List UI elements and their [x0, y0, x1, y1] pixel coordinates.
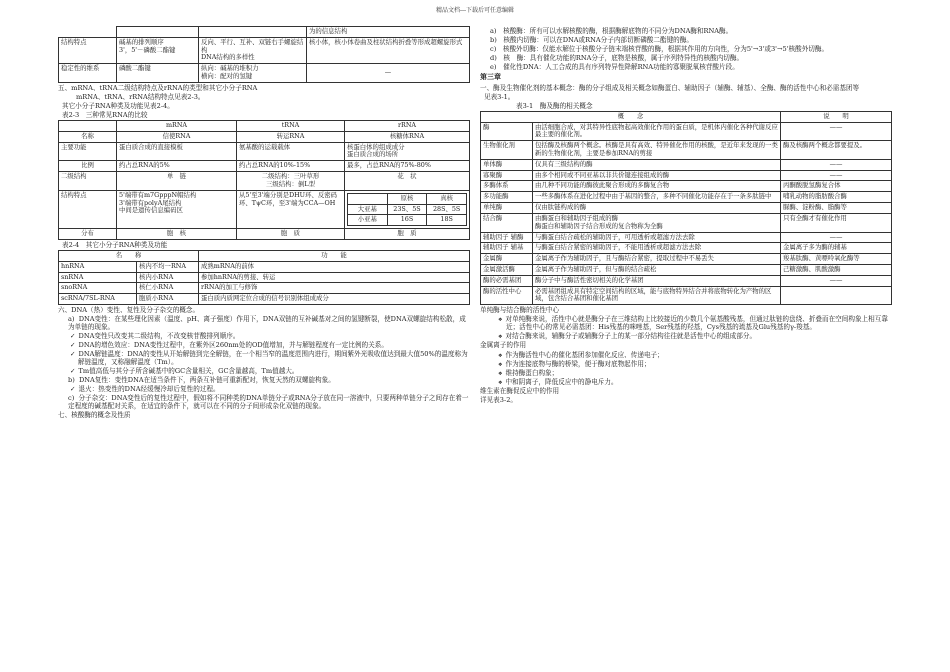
paragraph: DNA变性：在某些理化因素（温度、pH、离子强度）作用下，DNA双链的互补碱基对之间的氢键断裂，使DNA双螺旋结构松散，成为单链的现象。: [68, 315, 466, 332]
table-row: [348, 204, 467, 215]
table-row: [59, 229, 470, 240]
table-cell: 花 状: [345, 172, 470, 191]
table-cell: 核小体，核小体卷曲及柱状结构折叠等形成超螺旋形式: [307, 37, 470, 63]
table-cell: 辅助因子 辅基: [481, 243, 533, 254]
table-cell: 从5'至3'端分别是DHU环、反密码环、TψC环，至3'端为CCA—OH: [237, 190, 345, 228]
table-cell: 哺乳动物的脂肪酸合酶: [781, 192, 892, 203]
list-marker: b): [68, 376, 75, 385]
table-cell: 结合酶: [481, 213, 533, 232]
table-cell: —: [307, 64, 470, 83]
table-row: [481, 111, 892, 122]
right-column: [480, 26, 892, 405]
table-cell: scRNA/7SL-RNA: [59, 294, 137, 305]
table-cell: 碱基的排列顺序 3'，5'－磷酸二酯键: [117, 37, 199, 63]
table-cell: 反向、平行、互补、双链右手螺旋结构 DNA结构的多样性: [199, 37, 307, 63]
table-cell: 转运RNA: [237, 131, 345, 142]
table-cell: 5'端带有m7GpppN帽结构 3'端带有polyA尾结构 中间是遗传信息编码区: [117, 190, 237, 228]
list-item: d) 核 酶：具有催化功能的RNA分子，底物是核酸，属于序列特异性的核酸内切酶。: [490, 54, 744, 63]
table-cell: 氨基酸的运载载体: [237, 142, 345, 161]
table-header: 功 能: [199, 250, 470, 261]
list-item: e) 催化性DNA：人工合成的具有序列特异性降解RNA功能的寡聚脱氧核苷酸片段。: [490, 63, 739, 72]
table-cell: ——: [781, 122, 892, 141]
table-header: rRNA: [345, 121, 470, 132]
table-cell: 蛋白质内质网定位合成的信号识别体组成成分: [199, 294, 470, 305]
table-cell: 脲酶、淀粉酶、脂酶等: [781, 203, 892, 214]
table-cell: 由活细胞合成，对其特异性底物起高效催化作用的蛋白质，是机体内催化各种代谢反应最主要的催化剂。: [533, 122, 781, 141]
table-cell: 比例: [59, 161, 117, 172]
paragraph: mRNA、tRNA、rRNA结构特点见表2-3。: [76, 92, 205, 101]
list-item: ❖ 作为连接底物与酶的桥梁，便于酶对底物起作用；: [480, 360, 892, 368]
table-row: [59, 121, 470, 132]
paragraph: 其它小分子RNA种类及功能见表2-4。: [62, 101, 174, 110]
list-item: b) 核酸内切酶：可以在DNA或RNA分子内部切断磷酸二酯键的酶。: [490, 36, 693, 45]
paragraph: 单纯酶与结合酶的活性中心: [480, 306, 560, 315]
table-row: [59, 27, 470, 38]
table-cell: 单 链: [117, 172, 237, 191]
table-header: mRNA: [117, 121, 237, 132]
table-cell: snRNA: [59, 272, 137, 283]
table-cell: 胞 质: [345, 229, 470, 240]
table-cell: [781, 286, 892, 305]
table-cell: 包括酶及核酶两个概念。核酶是具有高效、特异催化作用的核酸，是近年来发现的一类新的生物催化剂，主要是参加RNA的剪接: [533, 141, 781, 160]
table-cell: 核蛋白体的组成成分 蛋白质合成的场所: [345, 142, 470, 161]
table-cell: 胞质小RNA: [137, 294, 199, 305]
table-cell: 二级结构: [59, 172, 117, 191]
rna-comparison-table: [58, 120, 470, 240]
table-row: [59, 161, 470, 172]
section-heading: 五、mRNA、tRNA二级结构特点及rRNA的类型和其它小分子RNA: [58, 83, 258, 92]
table-cell: 胞 核: [117, 229, 237, 240]
list-marker: a): [68, 315, 75, 324]
table-row: [481, 122, 892, 141]
table-caption: 表2-4 其它小分子RNA种类及功能: [62, 240, 168, 249]
paragraph: 见表3-1。: [484, 92, 515, 101]
table-cell: [348, 193, 388, 204]
table-row: [59, 190, 470, 228]
table-cell: 金属离子多为酶的辅基: [781, 243, 892, 254]
table-row: [59, 37, 470, 63]
table-cell: 由多个相同或不同亚基以非共价键连接组成的酶: [533, 170, 781, 181]
list-item: ✓ 退火：热变性的DNA经缓慢冷却后复性的过程。: [58, 385, 470, 393]
table-cell: 酶的活性中心: [481, 286, 533, 305]
table-cell: 结构特点: [59, 37, 117, 63]
page-header: 精品文档---下载后可任意编辑: [435, 7, 515, 14]
table-header: [59, 121, 117, 132]
table-cell: hnRNA: [59, 261, 137, 272]
table-cell: 纵向：碱基的堆积力 横向：配对的氢键: [199, 64, 307, 83]
table-cell: 丙酮酸脱氢酶复合体: [781, 181, 892, 192]
table-cell: 原核: [387, 193, 427, 204]
table-cell: 酶: [481, 122, 533, 141]
section-heading: 一、酶及生物催化剂的基本概念：酶的分子组成及相关概念如酶蛋白、辅助因子（辅酶、辅基）、全酶、酶的活性中心和必需基团等: [480, 83, 860, 92]
table-cell: 二级结构：三叶草形 三级结构：倒L型: [237, 172, 345, 191]
list-item: ✓ DNA变性只改变其二级结构，不改变核苷酸排列顺序。: [58, 332, 470, 340]
table-cell: [59, 27, 117, 38]
table-cell: 金属离子作为辅助因子，且与酶结合紧密，提取过程中不易丢失: [533, 254, 781, 265]
table-row: [481, 286, 892, 305]
table-cell: 酶分子中与酶活性密切相关的化学基团: [533, 275, 781, 286]
table-cell: 28S、5S: [427, 204, 467, 215]
table-row: [59, 131, 470, 142]
table-cell: 约占总RNA的10%-15%: [237, 161, 345, 172]
enzyme-concepts-table: [480, 111, 892, 305]
table-cell: ——: [781, 170, 892, 181]
list-item: [58, 376, 470, 384]
table-cell: 核糖体RNA: [345, 131, 470, 142]
list-item: ✓ DNA解链温度：DNA的变性从开始解链到完全解链，在一个相当窄的温度范围内进行，期间紫外光吸收值达到最大值50%的温度称为解链温度，又称融解温度（Tm）。: [58, 350, 470, 366]
list-item: a) 核酸酶：所有可以水解核酸的酶，根据酶解底物的不同分为DNA酶和RNA酶。: [490, 27, 733, 35]
list-item: ❖ 中和阴离子，降低反应中的静电斥力。: [480, 378, 892, 386]
list-marker: c): [68, 394, 75, 403]
table-cell: 多酶体系: [481, 181, 533, 192]
table-row: [481, 275, 892, 286]
list-item: ❖ 维持酶蛋白构象；: [480, 369, 892, 377]
table-cell: 蛋白质合成的直接模板: [117, 142, 237, 161]
table-row: [59, 142, 470, 161]
rrna-subunit-table: [347, 193, 467, 226]
table-cell: 辅助因子 辅酶: [481, 232, 533, 243]
table-header: 名 称: [59, 250, 199, 261]
table-row: [348, 193, 467, 204]
paragraph: 详见表3-2。: [480, 395, 517, 404]
table-cell: 胞 质: [237, 229, 345, 240]
table-header: 概 念: [481, 111, 781, 122]
table-row: [59, 294, 470, 305]
table-cell: 仅具有三级结构的酶: [533, 159, 781, 170]
table-cell: 分布: [59, 229, 117, 240]
table-cell: 只有全酶才有催化作用: [781, 213, 892, 232]
section-heading: 六、DNA（热）变性、复性及分子杂交的概念。: [58, 306, 200, 315]
paragraph: 维生素在酶促反应中的作用: [480, 386, 560, 395]
table-cell: 小亚基: [348, 215, 388, 226]
table-caption: 表2-3 三种常见RNA的比较: [62, 110, 148, 119]
table-cell: 多功能酶: [481, 192, 533, 203]
table-row: [59, 283, 470, 294]
table-cell: 必需基团组成具有特定空间结构的区域，能与底物特异结合并将底物转化为产物的区域，包含结合基团和催化基团: [533, 286, 781, 305]
table-cell: 单纯酶: [481, 203, 533, 214]
table-cell: 与酶蛋白结合疏松的辅助因子，可用透析或超滤方法去除: [533, 232, 781, 243]
table-cell: 结构特点: [59, 190, 117, 228]
table-row: [481, 264, 892, 275]
table-cell: 酶及核酶两个概念都要提及。: [781, 141, 892, 160]
table-cell: 核内小RNA: [137, 272, 199, 283]
table-row: [481, 213, 892, 232]
table-cell: 金属离子作为辅助因子，但与酶的结合疏松: [533, 264, 781, 275]
list-item: [58, 315, 470, 331]
table-cell: 单体酶: [481, 159, 533, 170]
table-cell: 核仁小RNA: [137, 283, 199, 294]
table-cell: 稳定性的维系: [59, 64, 117, 83]
table-row: [481, 181, 892, 192]
table-cell: 最多，占总RNA的75%-80%: [345, 161, 470, 172]
table-cell: 18S: [427, 215, 467, 226]
table-cell: 真核: [427, 193, 467, 204]
table-cell: 生物催化剂: [481, 141, 533, 160]
table-cell: 约占总RNA的5%: [117, 161, 237, 172]
list-item: [58, 394, 470, 410]
table-cell: 主要功能: [59, 142, 117, 161]
table-row: [481, 232, 892, 243]
table-header: 说 明: [781, 111, 892, 122]
table-row: [481, 254, 892, 265]
table-cell: snoRNA: [59, 283, 137, 294]
table-row: [59, 272, 470, 283]
table-cell: 为的信息结构: [307, 27, 470, 38]
table-cell: rRNA的加工与修饰: [199, 283, 470, 294]
table-row: [59, 250, 470, 261]
table-cell: 酶的必需基团: [481, 275, 533, 286]
list-item: ✓ Tm值高低与其分子所含碱基中的GC含量相关，GC含量越高，Tm值越大。: [58, 367, 470, 375]
table-row: [481, 192, 892, 203]
table-row: [348, 215, 467, 226]
table-row: [481, 203, 892, 214]
table-cell: ——: [781, 232, 892, 243]
table-cell: [345, 190, 470, 228]
table-row: [59, 261, 470, 272]
paragraph: 分子杂交：DNA变性后的复性过程中，假如将不同种类的DNA单链分子或RNA分子放在同一溶液中，只要两种单链分子之间存在着一定程度的碱基配对关系，在适宜的条件下，就可以在不同的分子间形成杂化双链的现象。: [68, 394, 469, 411]
table-cell: 由几种不同功能的酶彼此聚合形成的多酶复合物: [533, 181, 781, 192]
table-row: [481, 141, 892, 160]
list-item: c) 核酸外切酶：仅能水解位于核酸分子链末端核苷酸的酶，根据其作用的方向性，分为5'→3'或3'→5'核酸外切酶。: [490, 45, 829, 54]
table-row: [481, 170, 892, 181]
section-heading: 七、核酸酶的概念及性质: [58, 411, 131, 420]
table-cell: 23S、5S: [387, 204, 427, 215]
list-item: ❖ 对单纯酶来说，活性中心就是酶分子在三维结构上比较接近的少数几个氨基酸残基，但通过肽链的盘绕、折叠而在空间构象上相互靠近；活性中心的常见必需基团：His残基的咪唑基，Ser残基的羟基，Cys残基的巯基及Glu残基的γ-羧基。: [480, 315, 892, 331]
table-cell: 寡聚酶: [481, 170, 533, 181]
table-caption: 表3-1 酶及酶的相关概念: [516, 101, 593, 110]
table-header: tRNA: [237, 121, 345, 132]
table-cell: 信使RNA: [117, 131, 237, 142]
table-cell: 与酶蛋白结合紧密的辅助因子，不能用透析或超滤方法去除: [533, 243, 781, 254]
table-cell: 成熟mRNA的前体: [199, 261, 470, 272]
table-cell: 磷酸二酯键: [117, 64, 199, 83]
table-cell: 仅由肽链构成的酶: [533, 203, 781, 214]
table-cell: 一些多酶体系在进化过程中由于基因的整合，多种不同催化功能存在于一条多肽链中: [533, 192, 781, 203]
table-cell: ——: [781, 275, 892, 286]
table-cell: [199, 27, 307, 38]
left-column: [58, 26, 470, 420]
table-cell: 核内不均一RNA: [137, 261, 199, 272]
paragraph: DNA复性：变性DNA在适当条件下，两条互补链可重新配对，恢复天然的双螺旋构象。: [79, 376, 335, 385]
table-row: [59, 64, 470, 83]
table-cell: 金属酶: [481, 254, 533, 265]
table-row: [481, 243, 892, 254]
table-cell: 由酶蛋白和辅助因子组成的酶 酶蛋白和辅助因子结合形成的复合物称为全酶: [533, 213, 781, 232]
table-cell: 大亚基: [348, 204, 388, 215]
list-item: ❖ 对结合酶来说，辅酶分子或辅酶分子上的某一部分结构往往就是活性中心的组成部分。: [480, 332, 892, 340]
table-cell: 金属激活酶: [481, 264, 533, 275]
small-rna-table: [58, 250, 470, 305]
paragraph: 金属离子的作用: [480, 341, 527, 350]
table-cell: 16S: [387, 215, 427, 226]
table-cell: ——: [781, 159, 892, 170]
table-cell: [117, 27, 199, 38]
table-cell: 羧基肽酶、黄嘌呤氧化酶等: [781, 254, 892, 265]
table-row: [59, 172, 470, 191]
chapter-title: 第三章: [480, 73, 501, 82]
table-cell: 名称: [59, 131, 117, 142]
table-cell: 己糖激酶、肌酸激酶: [781, 264, 892, 275]
list-item: ✓ DNA的增色效应：DNA变性过程中，在紫外区260nm处的OD值增加，并与解链程度有一定比例的关系。: [58, 341, 470, 349]
table-row: [481, 159, 892, 170]
list-item: ❖ 作为酶活性中心的催化基团参加催化反应、传递电子；: [480, 351, 892, 359]
dna-structure-table: [58, 26, 470, 83]
table-cell: 参加hnRNA的剪接、转运: [199, 272, 470, 283]
